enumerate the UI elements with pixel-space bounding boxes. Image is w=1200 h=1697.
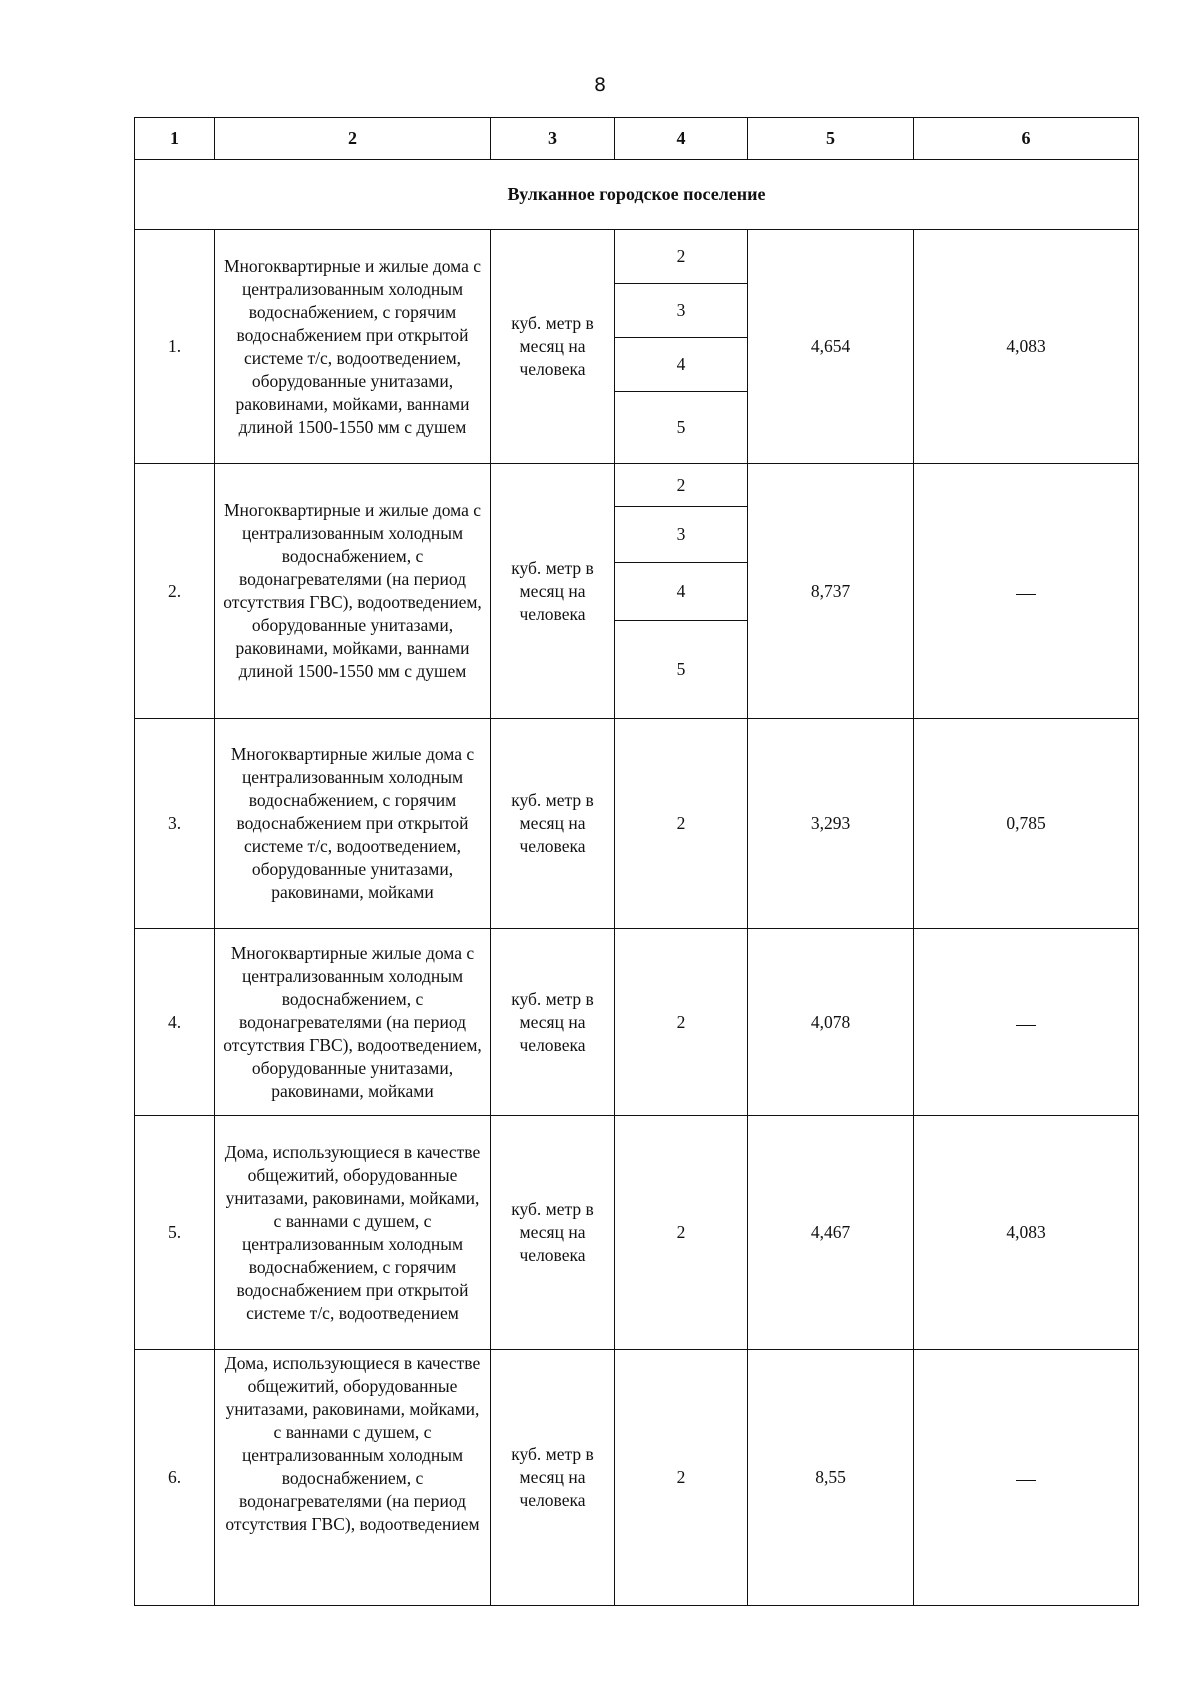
value-col6 <box>914 929 1139 1116</box>
floor-cell: 2 <box>615 929 748 1116</box>
row-description: Дома, использующиеся в качестве общежитий, оборудованные унитазами, раковинами, мойками, с ваннами с душем, с централизованным холодным водоснабжением, с горячим водоснабжением при открытой системе т/с, водоотведением <box>215 1116 491 1350</box>
table-row <box>135 929 1139 1116</box>
floor-cell: 2 <box>615 464 748 507</box>
value-col5: 4,078 <box>748 929 914 1116</box>
table-header-row <box>135 118 1139 160</box>
section-title: Вулканное городское поселение <box>135 160 1139 230</box>
table-row <box>135 1116 1139 1350</box>
row-number: 4. <box>135 929 215 1116</box>
floor-cell: 5 <box>615 392 748 464</box>
row-description: Многоквартирные и жилые дома с централизованным холодным водоснабжением, с горячим водоснабжением при открытой системе т/с, водоотведением, оборудованные унитазами, раковинами, мойками, ваннами длиной 1500-1550 мм с душем <box>215 230 491 464</box>
table-row <box>135 719 1139 929</box>
row-description: Многоквартирные жилые дома с централизованным холодным водоснабжением, с водонагревателями (на период отсутствия ГВС), водоотведением, оборудованные унитазами, раковинами, мойками <box>215 929 491 1116</box>
table-row <box>135 230 1139 284</box>
header-cell: 2 <box>215 118 491 160</box>
value-col6 <box>914 1350 1139 1606</box>
floor-cell: 2 <box>615 719 748 929</box>
dash-value <box>1016 1025 1036 1026</box>
row-description: Дома, использующиеся в качестве общежитий, оборудованные унитазами, раковинами, мойками, с ваннами с душем, с централизованным холодным водоснабжением, с водонагревателями (на период отсутствия ГВС), водоотведением <box>215 1350 491 1606</box>
value-col6 <box>914 464 1139 719</box>
value-col6: 4,083 <box>914 1116 1139 1350</box>
row-unit: куб. метр в месяц на человека <box>491 929 615 1116</box>
floor-cell: 3 <box>615 507 748 563</box>
row-unit: куб. метр в месяц на человека <box>491 1116 615 1350</box>
value-col5: 4,654 <box>748 230 914 464</box>
row-unit: куб. метр в месяц на человека <box>491 1350 615 1606</box>
row-unit: куб. метр в месяц на человека <box>491 230 615 464</box>
row-description: Многоквартирные жилые дома с централизованным холодным водоснабжением, с горячим водоснабжением при открытой системе т/с, водоотведением, оборудованные унитазами, раковинами, мойками <box>215 719 491 929</box>
header-cell: 4 <box>615 118 748 160</box>
value-col5: 3,293 <box>748 719 914 929</box>
row-number: 2. <box>135 464 215 719</box>
row-number: 6. <box>135 1350 215 1606</box>
norms-table <box>134 117 1139 1606</box>
table-row <box>135 464 1139 507</box>
header-cell: 1 <box>135 118 215 160</box>
row-unit: куб. метр в месяц на человека <box>491 719 615 929</box>
page-number: 8 <box>593 74 607 96</box>
header-cell: 6 <box>914 118 1139 160</box>
value-col5: 8,55 <box>748 1350 914 1606</box>
value-col6: 0,785 <box>914 719 1139 929</box>
row-number: 5. <box>135 1116 215 1350</box>
floor-cell: 2 <box>615 1116 748 1350</box>
dash-value <box>1016 594 1036 595</box>
value-col6: 4,083 <box>914 230 1139 464</box>
row-description: Многоквартирные и жилые дома с централизованным холодным водоснабжением, с водонагревателями (на период отсутствия ГВС), водоотведением, оборудованные унитазами, раковинами, мойками, ваннами длиной 1500-1550 мм с душем <box>215 464 491 719</box>
row-unit: куб. метр в месяц на человека <box>491 464 615 719</box>
floor-cell: 3 <box>615 284 748 338</box>
header-cell: 5 <box>748 118 914 160</box>
header-cell: 3 <box>491 118 615 160</box>
value-col5: 4,467 <box>748 1116 914 1350</box>
floor-cell: 5 <box>615 621 748 719</box>
floor-cell: 4 <box>615 563 748 621</box>
row-number: 1. <box>135 230 215 464</box>
floor-cell: 2 <box>615 230 748 284</box>
row-number: 3. <box>135 719 215 929</box>
value-col5: 8,737 <box>748 464 914 719</box>
dash-value <box>1016 1480 1036 1481</box>
floor-cell: 2 <box>615 1350 748 1606</box>
table-row <box>135 1350 1139 1606</box>
section-row <box>135 160 1139 230</box>
floor-cell: 4 <box>615 338 748 392</box>
